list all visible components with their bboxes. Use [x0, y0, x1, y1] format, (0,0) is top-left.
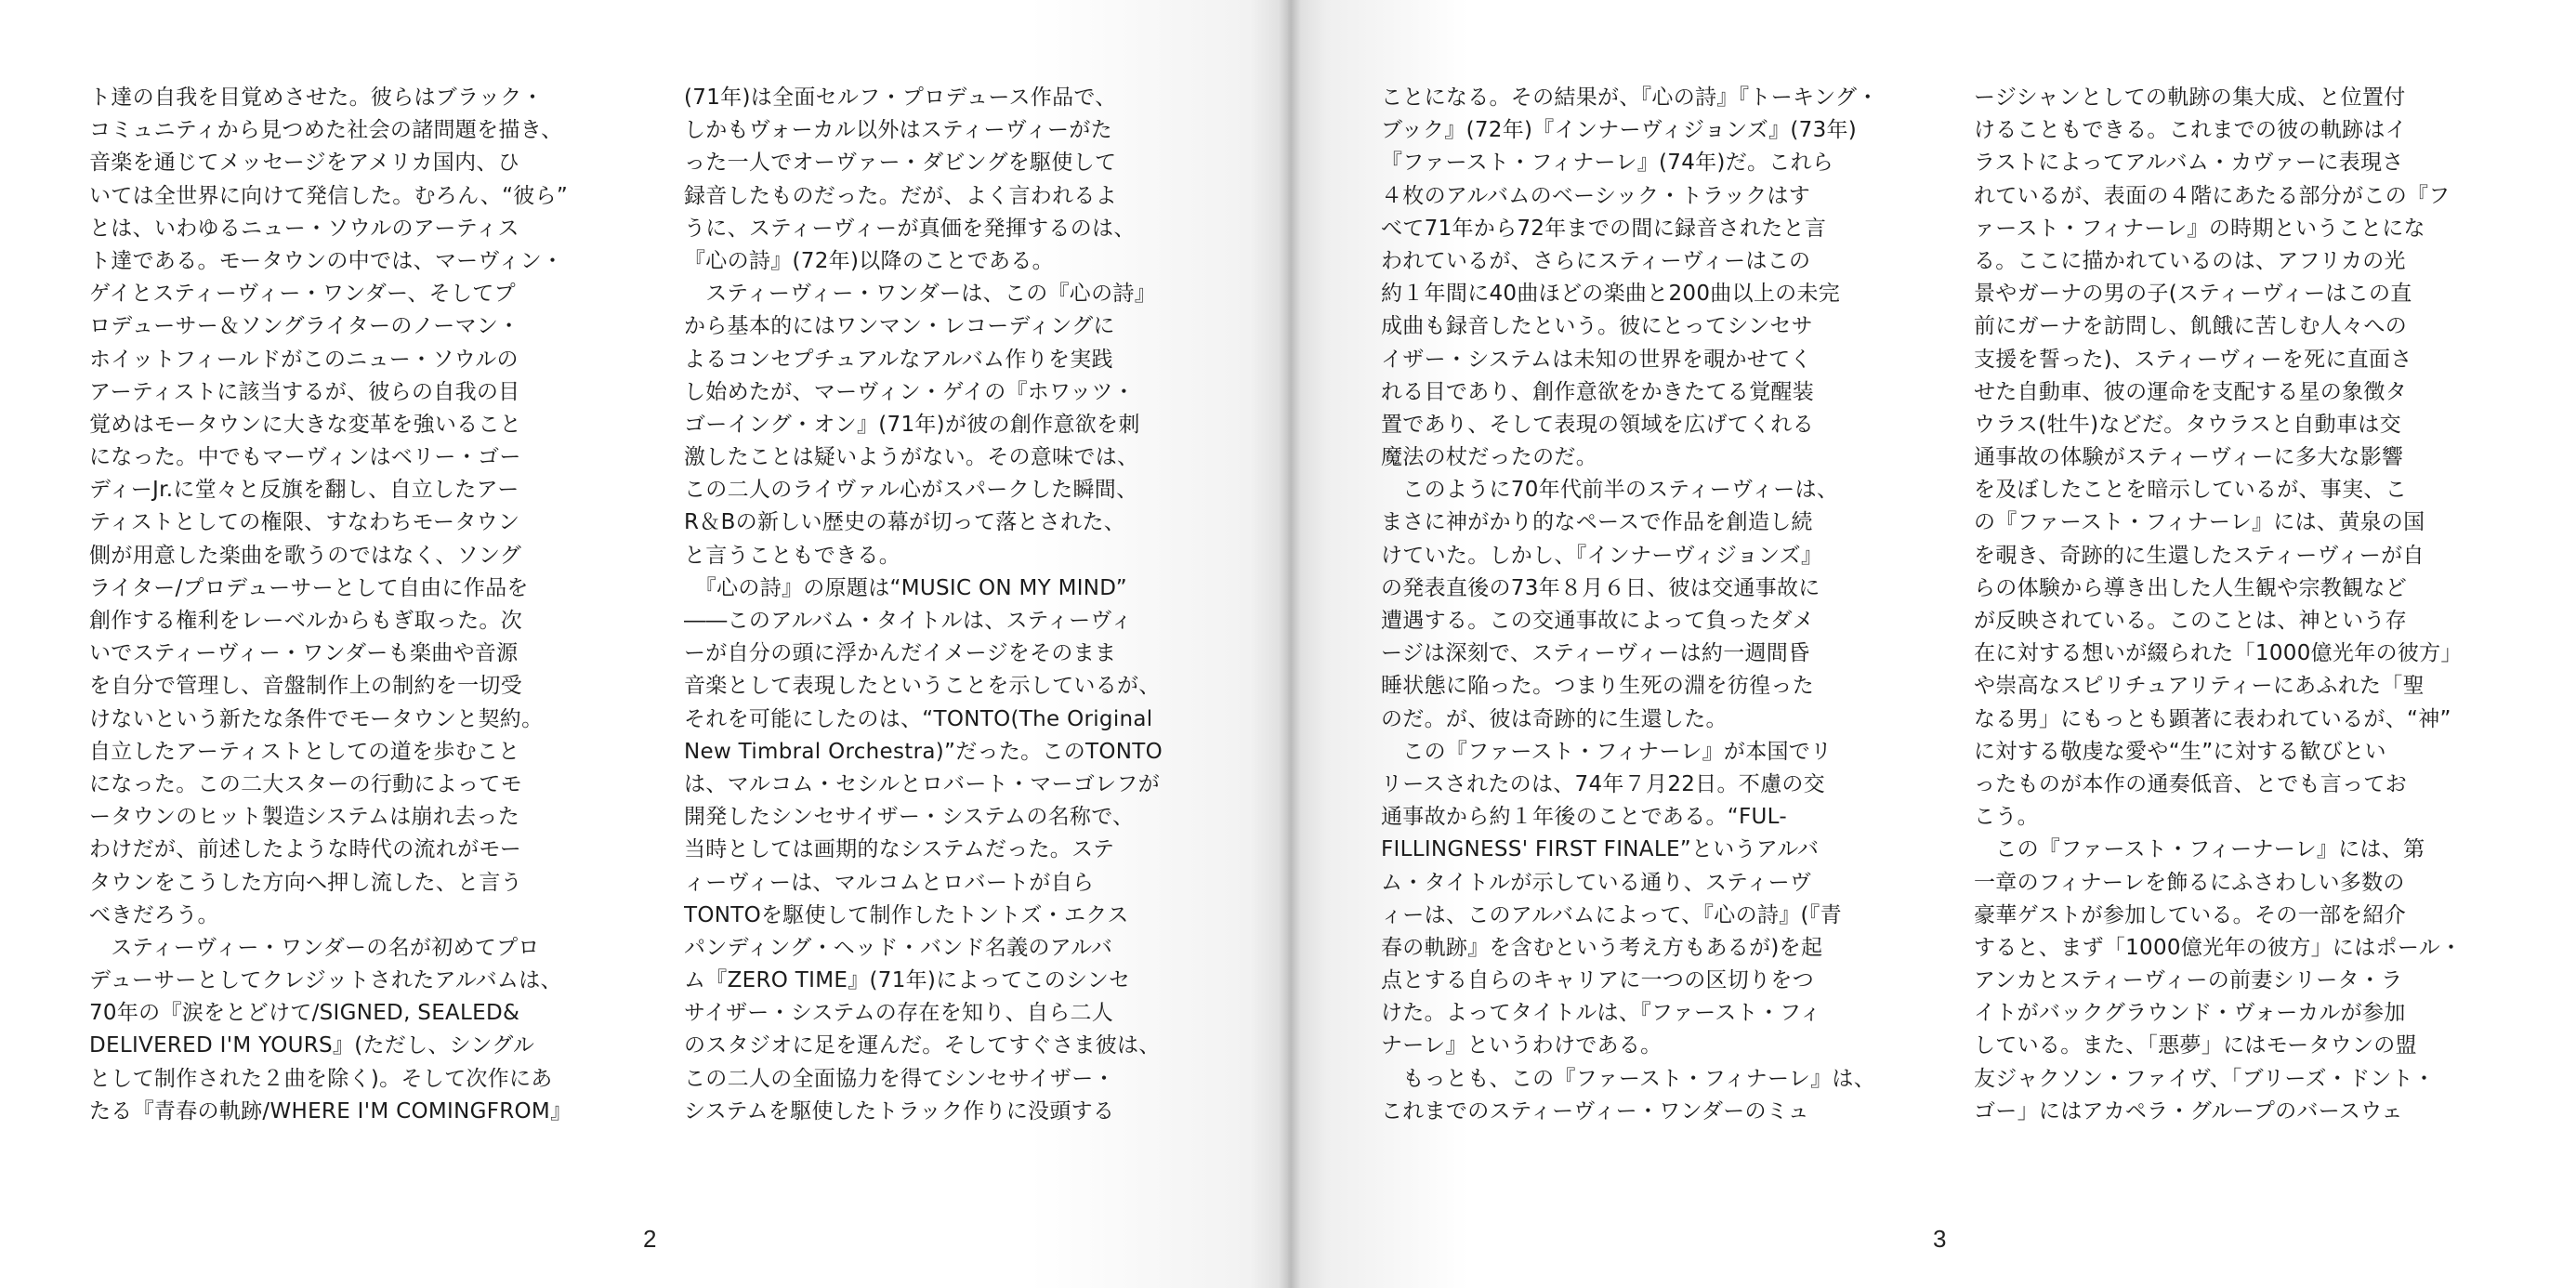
text-line: のだ。が、彼は奇跡的に生還した。 — [1381, 706, 1728, 731]
text-line: に対する敬虔な愛や“生”に対する歓びとい — [1974, 739, 2386, 764]
text-line: 創作する権利をレーベルからもぎ取った。次 — [89, 609, 522, 633]
text-line: システムを駆使したトラック作りに没頭する — [684, 1098, 1115, 1124]
text-line: このように70年代前半のスティーヴィーは、 — [1381, 478, 1839, 503]
text-line: 置であり、そして表現の領域を広げてくれる — [1381, 412, 1814, 437]
text-line: こう。 — [1974, 805, 2039, 830]
text-line: ナーレ』というわけである。 — [1381, 1033, 1663, 1058]
text-line: 豪華ゲストが参加している。その一部を紹介 — [1974, 902, 2407, 927]
text-line: ゴー」にはアカペラ・グループのバースウェ — [1974, 1098, 2403, 1124]
text-line: 覚めはモータウンに大きな変革を強いること — [89, 412, 522, 437]
text-column-2 — [684, 82, 1242, 1208]
text-line: 録音したものだった。だが、よく言われるよ — [684, 183, 1117, 208]
text-line: として制作された２曲を除く)。そして次作にあ — [89, 1066, 553, 1091]
text-line: われているが、さらにスティーヴィーはこの — [1381, 248, 1811, 273]
text-line: を及ぼしたことを暗示しているが、事実、こ — [1974, 478, 2407, 503]
text-line: 側が用意した楽曲を歌うのではなく、ソング — [89, 543, 522, 568]
text-line: けていた。しかし、『インナーヴィジョンズ』 — [1381, 543, 1823, 568]
text-line: る。ここに描かれているのは、アフリカの光 — [1974, 248, 2406, 273]
text-line: ト達である。モータウンの中では、マーヴィン・ — [89, 248, 564, 273]
text-line: まさに神がかり的なペースで作品を創造し続 — [1381, 510, 1813, 535]
text-line: のスタジオに足を運んだ。そしてすぐさま彼は、 — [684, 1033, 1161, 1058]
text-line: パンディング・ヘッド・バンド名義のアルバ — [684, 935, 1113, 960]
text-line: サイザー・システムの存在を知り、自ら二人 — [684, 1001, 1114, 1026]
text-line: もっとも、この『ファースト・フィナーレ』は、 — [1381, 1066, 1875, 1091]
text-line: 点とする自らのキャリアに一つの区切りをつ — [1381, 968, 1814, 993]
text-line: とは、いわゆるニュー・ソウルのアーティス — [89, 216, 519, 241]
text-line: ラストによってアルバム・カヴァーに表現さ — [1974, 151, 2404, 176]
text-column-4 — [1974, 82, 2531, 1208]
text-line: うに、スティーヴィーが真価を発揮するのは、 — [684, 216, 1136, 241]
text-line: は、マルコム・セシルとロバート・マーゴレフが — [684, 771, 1161, 796]
text-line: R＆Bの新しい歴史の幕が切って落とされた、 — [684, 510, 1126, 535]
text-line: すると、まず「1000億光年の彼方」にはポール・ — [1974, 935, 2463, 960]
text-line: から基本的にはワンマン・レコーディングに — [684, 314, 1115, 339]
text-line: れているが、表面の４階にあたる部分がこの『フ — [1974, 183, 2451, 208]
text-line: ロデューサー＆ソングライターのノーマン・ — [89, 314, 520, 339]
text-line: らの体験から導き出した人生観や宗教観など — [1974, 575, 2407, 600]
text-line: 音楽として表現したということを示しているが、 — [684, 674, 1161, 699]
text-line: ージシャンとしての軌跡の集大成、と位置付 — [1974, 85, 2406, 110]
text-line: 支援を誓った)、スティーヴィーを死に直面さ — [1974, 347, 2412, 372]
text-line: 70年の『涙をとどけて/SIGNED, SEALED& — [89, 1001, 520, 1026]
text-line: ァースト・フィナーレ』の時期ということにな — [1974, 216, 2425, 241]
text-line: 『心の詩』の原題は“MUSIC ON MY MIND” — [684, 575, 1127, 600]
text-line: ディーJr.に堂々と反旗を翻し、自立したアー — [89, 478, 519, 503]
text-line: ーが自分の頭に浮かんだイメージをそのまま — [684, 641, 1117, 666]
text-line: たる『青春の軌跡/WHERE I'M COMINGFROM』 — [89, 1098, 572, 1124]
text-line: と言うこともできる。 — [684, 543, 900, 568]
text-line: (71年)は全面セルフ・プロデュース作品で、 — [684, 85, 1117, 110]
text-line: イトがバックグラウンド・ヴォーカルが参加 — [1974, 1001, 2406, 1026]
text-line: や崇高なスピリチュアリティーにあふれた「聖 — [1974, 674, 2425, 699]
text-line: それを可能にしたのは、“TONTO(The Original — [684, 706, 1153, 731]
text-line: の『ファースト・フィナーレ』には、黄泉の国 — [1974, 510, 2425, 535]
text-line: 開発したシンセサイザー・システムの名称で、 — [684, 805, 1135, 830]
text-line: している。また、「悪夢」にはモータウンの盟 — [1974, 1033, 2417, 1058]
text-line: しかもヴォーカル以外はスティーヴィーがた — [684, 118, 1112, 143]
text-line: これまでのスティーヴィー・ワンダーのミュ — [1381, 1098, 1809, 1124]
text-line: になった。中でもマーヴィンはベリー・ゴー — [89, 445, 521, 470]
text-line: なる男」にもっとも顕著に表われているが、“神” — [1974, 706, 2451, 731]
text-line: いては全世界に向けて発信した。むろん、“彼ら” — [89, 183, 569, 208]
text-line: この『ファースト・フィナーレ』が本国でリ — [1381, 739, 1833, 764]
text-line: ことになる。その結果が、『心の詩』『トーキング・ — [1381, 85, 1879, 110]
text-line: を自分で管理し、音盤制作上の制約を一切受 — [89, 674, 522, 699]
text-line: ィーは、このアルバムによって、『心の詩』(『青 — [1381, 902, 1842, 927]
text-line: 友ジャクソン・ファイヴ、「ブリーズ・ドント・ — [1974, 1066, 2436, 1091]
text-line: ム『ZERO TIME』(71年)によってこのシンセ — [684, 968, 1131, 993]
text-line: 自立したアーティストとしての道を歩むこと — [89, 739, 520, 764]
text-line: れる目であり、創作意欲をかきたてる覚醒装 — [1381, 379, 1814, 404]
text-line: 成曲も録音したという。彼にとってシンセサ — [1381, 314, 1813, 339]
book-gutter — [1279, 0, 1301, 1288]
text-line: タウンをこうした方向へ押し流した、と言う — [89, 870, 522, 895]
text-line: ゴーイング・オン』(71年)が彼の創作意欲を刺 — [684, 412, 1140, 437]
text-line: べて71年から72年までの間に録音されたと言 — [1381, 216, 1827, 241]
page-number-left: 2 — [643, 1225, 657, 1253]
text-line: デューサーとしてクレジットされたアルバムは、 — [89, 968, 562, 993]
text-line: 睡状態に陥った。つまり生死の淵を彷徨った — [1381, 674, 1814, 699]
text-line: わけだが、前述したような時代の流れがモー — [89, 837, 522, 862]
text-line: いでスティーヴィー・ワンダーも楽曲や音源 — [89, 641, 519, 666]
text-line: ４枚のアルバムのベーシック・トラックはす — [1381, 183, 1811, 208]
text-column-1 — [89, 82, 647, 1208]
text-line: せた自動車、彼の運命を支配する星の象徴タ — [1974, 379, 2407, 404]
text-line: 激したことは疑いようがない。その意味では、 — [684, 445, 1139, 470]
text-line: ったものが本作の通奏低音、とでも言ってお — [1974, 771, 2407, 796]
text-line: 魔法の杖だったのだ。 — [1381, 445, 1597, 470]
text-line: DELIVERED I'M YOURS』(ただし、シングル — [89, 1033, 535, 1058]
text-line: った一人でオーヴァー・ダビングを駆使して — [684, 151, 1117, 176]
text-line: スティーヴィー・ワンダーの名が初めてプロ — [89, 935, 540, 960]
text-line: スティーヴィー・ワンダーは、この『心の詩』 — [684, 282, 1156, 307]
text-line: ブック』(72年)『インナーヴィジョンズ』(73年) — [1381, 118, 1858, 143]
text-line: ージは深刻で、スティーヴィーは約一週間昏 — [1381, 641, 1810, 666]
text-line: を覗き、奇跡的に生還したスティーヴィーが自 — [1974, 543, 2425, 568]
text-column-3 — [1381, 82, 1939, 1208]
text-line: の発表直後の73年８月６日、彼は交通事故に — [1381, 575, 1820, 600]
text-line: イザー・システムは未知の世界を覗かせてく — [1381, 347, 1812, 372]
text-line: けた。よってタイトルは、『ファースト・フィ — [1381, 1001, 1821, 1026]
text-line: 前にガーナを訪問し、飢餓に苦しむ人々への — [1974, 314, 2407, 339]
text-line: けることもできる。これまでの彼の軌跡はイ — [1974, 118, 2407, 143]
page-right — [1288, 0, 2576, 1288]
text-line: 『心の詩』(72年)以降のことである。 — [684, 248, 1054, 273]
text-line: ータウンのヒット製造システムは崩れ去った — [89, 805, 520, 830]
text-line: ゲイとスティーヴィー・ワンダー、そしてプ — [89, 282, 516, 307]
text-line: リースされたのは、74年７月22日。不慮の交 — [1381, 771, 1825, 796]
text-line: し始めたが、マーヴィン・ゲイの『ホワッツ・ — [684, 379, 1136, 404]
text-line: 『ファースト・フィナーレ』(74年)だ。これら — [1381, 151, 1834, 176]
text-line: アーティストに該当するが、彼らの自我の目 — [89, 379, 520, 404]
text-line: ――このアルバム・タイトルは、スティーヴィ — [684, 609, 1133, 633]
text-line: 景やガーナの男の子(スティーヴィーはこの直 — [1974, 282, 2412, 307]
text-line: ホイットフィールドがこのニュー・ソウルの — [89, 347, 519, 372]
text-line: けないという新たな条件でモータウンと契約。 — [89, 706, 544, 731]
text-line: New Timbral Orchestra)”だった。このTONTO — [684, 739, 1163, 764]
text-line: TONTOを駆使して制作したトントズ・エクス — [684, 902, 1129, 927]
text-line: ウラス(牡牛)などだ。タウラスと自動車は交 — [1974, 412, 2401, 437]
text-line: 通事故の体験がスティーヴィーに多大な影響 — [1974, 445, 2404, 470]
text-line: この『ファースト・フィーナーレ』には、第 — [1974, 837, 2425, 862]
text-line: 通事故から約１年後のことである。“FUL- — [1381, 805, 1787, 830]
text-line: 一章のフィナーレを飾るにふさわしい多数の — [1974, 870, 2405, 895]
text-line: よるコンセプチュアルなアルバム作りを実践 — [684, 347, 1113, 372]
text-line: FILLINGNESS' FIRST FINALE”というアルバ — [1381, 837, 1820, 862]
text-line: 春の軌跡』を含むという考え方もあるが)を起 — [1381, 935, 1823, 960]
text-line: になった。この二大スターの行動によってモ — [89, 771, 522, 796]
text-line: ト達の自我を目覚めさせた。彼らはブラック・ — [89, 85, 544, 110]
text-line: 遭遇する。この交通事故によって負ったダメ — [1381, 609, 1814, 633]
text-line: コミュニティから見つめた社会の諸問題を描き、 — [89, 118, 563, 143]
text-line: 在に対する想いが綴られた「1000億光年の彼方」 — [1974, 641, 2463, 666]
text-line: ライター/プロデューサーとして自由に作品を — [89, 575, 529, 600]
text-line: この二人の全面協力を得てシンセサイザー・ — [684, 1066, 1115, 1091]
text-line: 音楽を通じてメッセージをアメリカ国内、ひ — [89, 151, 520, 176]
text-line: ム・タイトルが示している通り、スティーヴ — [1381, 870, 1812, 895]
text-line: アンカとスティーヴィーの前妻シリータ・ラ — [1974, 968, 2403, 993]
text-line: 当時としては画期的なシステムだった。ステ — [684, 837, 1115, 862]
text-line: ィーヴィーは、マルコムとロバートが自ら — [684, 870, 1095, 895]
text-line: この二人のライヴァル心がスパークした瞬間、 — [684, 478, 1138, 503]
page-number-right: 3 — [1933, 1225, 1947, 1253]
text-line: ティストとしての権限、すなわちモータウン — [89, 510, 520, 535]
text-line: 約１年間に40曲ほどの楽曲と200曲以上の未完 — [1381, 282, 1841, 307]
text-line: べきだろう。 — [89, 902, 219, 927]
text-line: が反映されている。このことは、神という存 — [1974, 609, 2407, 633]
